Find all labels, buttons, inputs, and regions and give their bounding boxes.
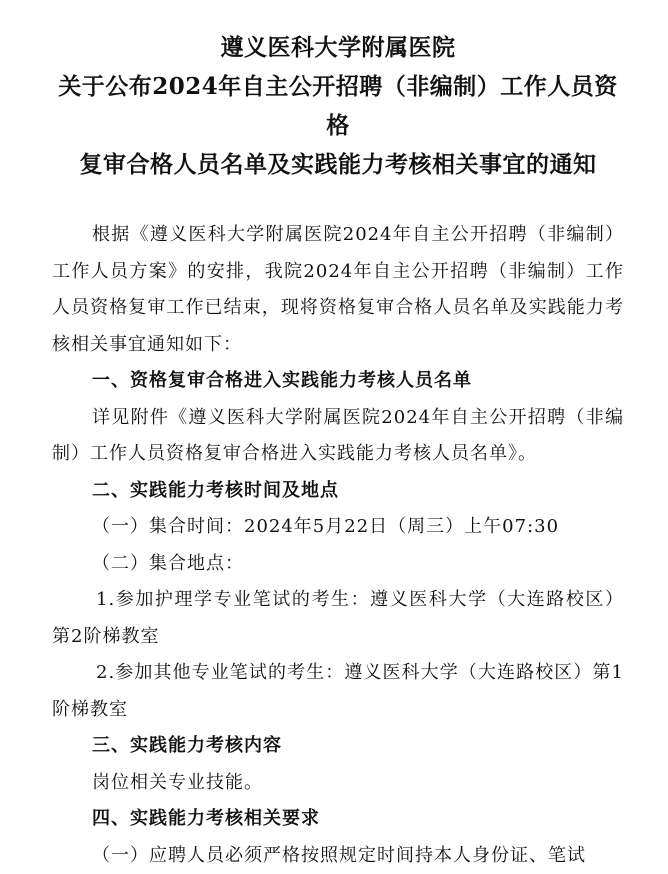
- section-4-heading: 四、实践能力考核相关要求: [52, 801, 624, 838]
- gathering-place-nursing: 1.参加护理学专业笔试的考生：遵义医科大学（大连路校区）第2阶梯教室: [52, 582, 624, 655]
- section-1-heading: 一、资格复审合格进入实践能力考核人员名单: [52, 363, 624, 400]
- gathering-place-label: （二）集合地点：: [52, 546, 624, 583]
- gathering-place-other: 2.参加其他专业笔试的考生：遵义医科大学（大连路校区）第1阶梯教室: [52, 655, 624, 728]
- title-line-3: 复审合格人员名单及实践能力考核相关事宜的通知: [52, 145, 624, 184]
- document-title: [52, 28, 624, 184]
- title-line-2: 关于公布2024年自主公开招聘（非编制）工作人员资格: [52, 67, 624, 145]
- section-4-item-1: （一）应聘人员必须严格按照规定时间持本人身份证、笔试: [52, 838, 624, 874]
- title-line-1: 遵义医科大学附属医院: [52, 28, 624, 67]
- intro-paragraph: 根据《遵义医科大学附属医院2024年自主公开招聘（非编制）工作人员方案》的安排，我院2024年自主公开招聘（非编制）工作人员资格复审工作已结束，现将资格复审合格人员名单及实践能力考核相关事宜通知如下：: [52, 217, 624, 363]
- gathering-time: （一）集合时间：2024年5月22日（周三）上午07:30: [52, 509, 624, 546]
- section-3-heading: 三、实践能力考核内容: [52, 728, 624, 765]
- section-3-text: 岗位相关专业技能。: [52, 765, 624, 802]
- section-2-heading: 二、实践能力考核时间及地点: [52, 473, 624, 510]
- section-1-text: 详见附件《遵义医科大学附属医院2024年自主公开招聘（非编制）工作人员资格复审合格进入实践能力考核人员名单》。: [52, 400, 624, 473]
